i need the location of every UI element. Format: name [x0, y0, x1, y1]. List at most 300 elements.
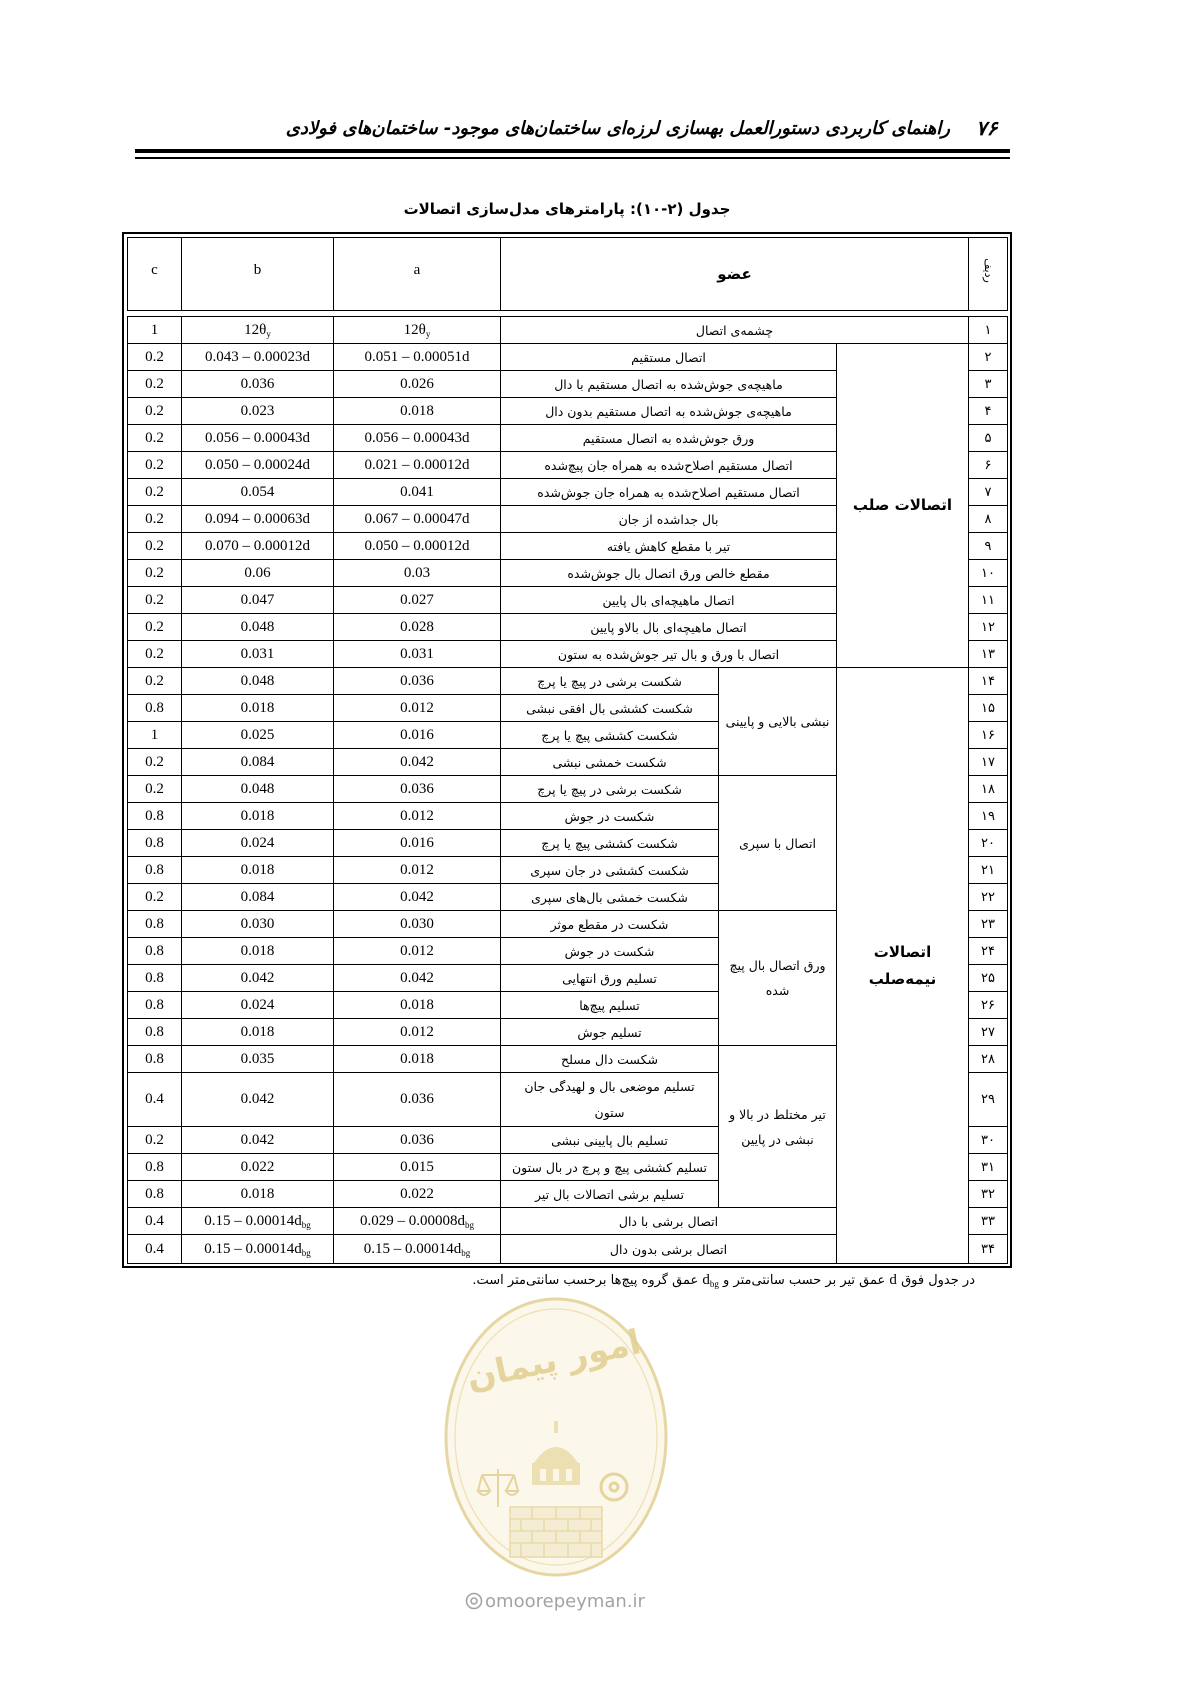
header-b [182, 238, 334, 311]
member-label: شکست کششی پیچ یا پرچ [541, 835, 678, 851]
param-b-cell [182, 506, 334, 533]
member-label: شکست کششی بال افقی نبشی [526, 700, 693, 716]
param-a-cell [334, 398, 501, 425]
param-b-cell [182, 695, 334, 722]
row-number-cell [969, 776, 1008, 803]
row-number-cell [969, 425, 1008, 452]
row-number: ۱۷ [981, 754, 995, 770]
variable-dbg-text: d [702, 1272, 710, 1288]
member-label: شکست در مقطع موثر [550, 916, 669, 932]
param-a-value: 0.029 – 0.00008d [360, 1212, 465, 1229]
param-c-value: 0.8 [145, 807, 164, 824]
param-b-cell [182, 452, 334, 479]
footnote-text: در جدول فوق [901, 1273, 975, 1288]
member-heading: عضو [717, 265, 752, 283]
member-label: تسلیم بال پایینی نبشی [551, 1132, 668, 1148]
member-label: شکست برشی در پیچ یا پرچ [537, 673, 682, 689]
member-label: اتصال ماهیچه‌ای بال بالاو پایین [590, 619, 747, 635]
table-row [128, 317, 1008, 344]
member-label: تسلیم کششی پیچ و پرچ در بال ستون [511, 1159, 707, 1175]
param-b-cell [182, 776, 334, 803]
header-row-number [969, 238, 1008, 311]
param-c-cell [128, 668, 182, 695]
param-a-value: 0.042 [400, 753, 434, 770]
member-label: اتصال مستقیم اصلاح‌شده به همراه جان پیچ‌شده [544, 457, 793, 473]
member-label: ماهیچه‌ی جوش‌شده به اتصال مستقیم با دال [554, 376, 783, 392]
row-number-cell [969, 992, 1008, 1019]
row-number-cell [969, 938, 1008, 965]
param-b-cell [182, 857, 334, 884]
member-label: تسلیم ورق انتهایی [562, 970, 657, 986]
param-b-value: 12θ [244, 321, 267, 338]
param-c-cell [128, 722, 182, 749]
header-row [128, 238, 1008, 311]
row-number-cell [969, 371, 1008, 398]
member-cell [501, 398, 837, 425]
member-label: شکست در جوش [564, 943, 655, 959]
param-c-cell [128, 749, 182, 776]
row-number-cell [969, 803, 1008, 830]
param-c-cell [128, 1073, 182, 1127]
member-label: اتصال با ورق و بال تیر جوش‌شده به ستون [557, 646, 780, 662]
param-b-cell [182, 1046, 334, 1073]
member-cell [501, 641, 837, 668]
param-b-value: 0.024 [240, 996, 275, 1013]
param-b-value: 0.056 – 0.00043d [205, 429, 310, 446]
param-b-value: 0.048 [240, 672, 275, 689]
param-a-cell [334, 560, 501, 587]
param-a-cell [334, 1073, 501, 1127]
param-b-cell [182, 614, 334, 641]
member-cell [501, 344, 837, 371]
param-c-cell [128, 1208, 182, 1235]
param-b-cell [182, 668, 334, 695]
variable-d [889, 1272, 897, 1288]
param-c-value: 0.2 [145, 429, 164, 446]
row-number: ۲۶ [981, 997, 995, 1013]
param-a-value: 0.030 [400, 915, 434, 932]
param-c-value: 0.2 [145, 645, 164, 662]
param-b-value: 0.048 [240, 618, 275, 635]
param-b-cell [182, 1181, 334, 1208]
param-c-value: 0.8 [145, 915, 164, 932]
param-c-cell [128, 344, 182, 371]
param-a-cell [334, 587, 501, 614]
param-a-value: 0.041 [400, 483, 434, 500]
row-number-cell [969, 506, 1008, 533]
param-b-cell [182, 1154, 334, 1181]
row-number-cell [969, 668, 1008, 695]
row-number: ۱۱ [981, 592, 995, 608]
category-cell [837, 668, 969, 1264]
param-b-value: 0.050 – 0.00024d [205, 456, 310, 473]
param-c-value: 0.8 [145, 1023, 164, 1040]
param-c-cell [128, 614, 182, 641]
row-number: ۱۲ [981, 619, 995, 635]
param-c-value: 0.8 [145, 834, 164, 851]
row-number-cell [969, 587, 1008, 614]
param-b-value: 0.042 [240, 1091, 275, 1107]
site-url: omoorepeyman.ir [485, 1591, 645, 1612]
row-number: ۷ [984, 484, 992, 500]
param-b-value: 0.030 [240, 915, 275, 932]
param-c-cell [128, 803, 182, 830]
row-number: ۲۹ [981, 1092, 995, 1107]
site-watermark [430, 1591, 680, 1612]
row-number-cell [969, 965, 1008, 992]
row-number-cell [969, 884, 1008, 911]
table-body [127, 316, 1008, 1264]
param-c-cell [128, 317, 182, 344]
logo-lettering: امور پیمان [463, 1322, 645, 1399]
param-b-cell [182, 641, 334, 668]
param-b-value: 0.018 [240, 1023, 275, 1040]
member-label: شکست کششی در جان سپری [530, 862, 689, 878]
param-a-value: 0.016 [400, 834, 434, 851]
param-b-value: 0.025 [240, 726, 275, 743]
param-c-value: 0.8 [145, 861, 164, 878]
param-a-value: 0.15 – 0.00014d [363, 1240, 462, 1257]
param-c-cell [128, 776, 182, 803]
param-a-value: 0.042 [400, 888, 434, 905]
table-row [128, 344, 1008, 371]
param-b-value: 0.042 [240, 969, 275, 986]
subscript: bg [301, 1219, 311, 1230]
param-c-cell [128, 992, 182, 1019]
param-a-value: 0.012 [400, 807, 434, 824]
param-b-value: 0.035 [240, 1050, 275, 1067]
param-b-value: 0.15 – 0.00014d [204, 1240, 302, 1257]
param-a-cell [334, 425, 501, 452]
category-label: اتصالات صلب [852, 496, 953, 514]
table-row [128, 668, 1008, 695]
param-b-cell [182, 1208, 334, 1235]
member-cell [501, 1235, 837, 1264]
member-cell [501, 506, 837, 533]
row-number-cell [969, 344, 1008, 371]
param-c-value: 0.8 [145, 969, 164, 986]
subscript: bg [461, 1247, 471, 1258]
member-cell [501, 560, 837, 587]
param-c-value: 0.2 [145, 780, 164, 797]
row-number: ۳۱ [981, 1159, 995, 1175]
param-c-cell [128, 1046, 182, 1073]
subscript: bg [301, 1247, 311, 1258]
row-number: ۲۲ [981, 889, 995, 905]
row-number: ۲۳ [981, 916, 995, 932]
param-a-cell [334, 749, 501, 776]
member-cell [501, 1181, 719, 1208]
row-number: ۲۸ [981, 1051, 995, 1067]
param-a-value: 0.03 [403, 564, 431, 581]
param-a-cell [334, 452, 501, 479]
param-a-value: 0.021 – 0.00012d [364, 456, 470, 473]
param-c-cell [128, 938, 182, 965]
param-a-cell [334, 317, 501, 344]
param-b-cell [182, 830, 334, 857]
row-number-cell [969, 1235, 1008, 1264]
param-a-value: 12θ [403, 321, 426, 338]
member-cell [501, 479, 837, 506]
member-label: اتصال برشی بدون دال [609, 1241, 728, 1257]
param-b-value: 0.054 [240, 483, 275, 500]
member-cell [501, 695, 719, 722]
subcategory-cell [719, 776, 837, 911]
row-number-cell [969, 722, 1008, 749]
row-number-cell [969, 398, 1008, 425]
member-label: شکست برشی در پیچ یا پرچ [537, 781, 682, 797]
member-cell [501, 911, 719, 938]
row-number: ۲۱ [981, 862, 995, 878]
row-number: ۱۴ [981, 673, 995, 689]
param-a-cell [334, 992, 501, 1019]
param-b-cell [182, 371, 334, 398]
member-cell [501, 1046, 719, 1073]
member-cell [501, 533, 837, 560]
row-number: ۳۴ [981, 1241, 995, 1257]
param-c-value: 0.2 [145, 753, 164, 770]
member-label: تسلیم موضعی بال و لهیدگی جان ستون [524, 1078, 695, 1120]
param-a-cell [334, 938, 501, 965]
subcategory-label: نبشی بالایی و پایینی [725, 714, 830, 729]
variable-dbg [702, 1272, 719, 1288]
param-a-value: 0.067 – 0.00047d [364, 510, 470, 527]
category-label: اتصالات نیمه‌صلب [868, 942, 937, 988]
member-label: شکست خمشی بال‌های سپری [531, 889, 688, 905]
page-number: ۷۶ [976, 116, 998, 140]
member-cell [501, 371, 837, 398]
row-number-cell [969, 1073, 1008, 1127]
param-a-value: 0.036 [400, 1131, 434, 1148]
row-number-cell [969, 830, 1008, 857]
param-a-value: 0.015 [400, 1158, 434, 1175]
param-b-cell [182, 992, 334, 1019]
param-c-cell [128, 506, 182, 533]
param-b-cell [182, 911, 334, 938]
param-c-value: 0.8 [145, 996, 164, 1013]
member-cell [501, 884, 719, 911]
subscript: bg [465, 1219, 474, 1230]
param-a-cell [334, 830, 501, 857]
member-cell [501, 992, 719, 1019]
param-b-cell [182, 317, 334, 344]
param-c-cell [128, 965, 182, 992]
a-heading: a [413, 261, 421, 278]
member-label: تسلیم پیچ‌ها [579, 997, 640, 1013]
param-b-value: 0.06 [244, 564, 271, 581]
member-label: اتصال مستقیم اصلاح‌شده به همراه جان جوش‌شده [537, 484, 800, 500]
param-c-value: 0.2 [145, 510, 164, 527]
row-number-cell [969, 1154, 1008, 1181]
row-number: ۱۰ [981, 565, 995, 581]
param-a-cell [334, 1235, 501, 1264]
param-c-cell [128, 371, 182, 398]
param-c-value: 0.2 [145, 672, 164, 689]
row-number: ۲۵ [981, 970, 995, 986]
param-a-cell [334, 884, 501, 911]
param-b-value: 0.094 – 0.00063d [205, 510, 310, 527]
member-cell [501, 614, 837, 641]
member-label: بال جداشده از جان [618, 511, 719, 527]
header-member [501, 238, 969, 311]
param-c-cell [128, 560, 182, 587]
param-b-cell [182, 1127, 334, 1154]
row-number: ۵ [984, 430, 992, 446]
param-b-value: 0.018 [240, 1185, 275, 1202]
member-cell [501, 587, 837, 614]
param-a-value: 0.036 [400, 780, 434, 797]
param-a-cell [334, 668, 501, 695]
param-a-value: 0.018 [400, 402, 434, 419]
subcategory-cell [719, 668, 837, 776]
param-b-value: 0.023 [240, 402, 275, 419]
subcategory-label: اتصال با سپری [739, 835, 816, 851]
member-label: اتصال برشی با دال [618, 1213, 719, 1229]
param-c-value: 0.2 [145, 537, 164, 554]
category-cell [837, 344, 969, 668]
param-a-cell [334, 1208, 501, 1235]
member-cell [501, 1019, 719, 1046]
subscript: y [266, 328, 271, 339]
param-b-value: 0.15 – 0.00014d [204, 1212, 302, 1229]
param-a-value: 0.012 [400, 861, 434, 878]
member-label: ورق جوش‌شده به اتصال مستقیم [582, 430, 755, 446]
row-number: ۳۲ [981, 1186, 995, 1202]
param-a-value: 0.051 – 0.00051d [364, 348, 470, 365]
row-number-heading: ردیف [981, 257, 995, 283]
param-b-cell [182, 938, 334, 965]
param-a-value: 0.018 [400, 996, 434, 1013]
param-b-cell [182, 722, 334, 749]
param-b-cell [182, 1073, 334, 1127]
param-a-cell [334, 1019, 501, 1046]
param-c-cell [128, 587, 182, 614]
row-number-cell [969, 749, 1008, 776]
param-a-cell [334, 533, 501, 560]
param-c-cell [128, 1127, 182, 1154]
member-label: شکست در جوش [564, 808, 655, 824]
subcategory-cell [719, 1046, 837, 1208]
row-number-cell [969, 695, 1008, 722]
publisher-logo-watermark [440, 1293, 672, 1583]
row-number-cell [969, 911, 1008, 938]
param-a-value: 0.012 [400, 942, 434, 959]
member-cell [501, 722, 719, 749]
param-a-cell [334, 614, 501, 641]
subcategory-cell [719, 911, 837, 1046]
running-title: راهنمای کاربردی دستورالعمل بهسازی لرزه‌ای ساختمان‌های موجود- ساختمان‌های فولادی [285, 118, 950, 139]
param-b-cell [182, 479, 334, 506]
member-cell [501, 857, 719, 884]
param-a-cell [334, 695, 501, 722]
member-label: تسلیم جوش [577, 1024, 642, 1040]
member-label: شکست کششی پیچ یا پرچ [541, 727, 678, 743]
row-number: ۲۷ [981, 1024, 995, 1040]
param-c-cell [128, 830, 182, 857]
param-a-value: 0.026 [400, 375, 434, 392]
row-number: ۳۰ [981, 1132, 995, 1148]
param-b-cell [182, 884, 334, 911]
param-b-value: 0.018 [240, 807, 275, 824]
row-number: ۶ [984, 457, 992, 473]
row-number-cell [969, 560, 1008, 587]
row-number: ۲۰ [981, 835, 995, 851]
member-cell [501, 803, 719, 830]
param-c-value: 0.4 [145, 1212, 164, 1229]
param-c-value: 0.2 [145, 618, 164, 635]
param-b-value: 0.042 [240, 1131, 275, 1148]
footnote-text: عمق تیر بر حسب سانتی‌متر و [723, 1273, 886, 1288]
param-a-cell [334, 911, 501, 938]
row-number: ۱۹ [981, 808, 995, 824]
param-a-value: 0.018 [400, 1050, 434, 1067]
member-cell [501, 425, 837, 452]
param-a-cell [334, 776, 501, 803]
param-a-value: 0.031 [400, 645, 434, 662]
subscript: bg [709, 1279, 719, 1289]
param-b-cell [182, 965, 334, 992]
variable-d-text: d [889, 1272, 897, 1288]
param-a-value: 0.056 – 0.00043d [364, 429, 470, 446]
brick-wall-icon [510, 1507, 602, 1557]
param-c-cell [128, 1019, 182, 1046]
param-a-value: 0.036 [400, 672, 434, 689]
param-b-cell [182, 803, 334, 830]
param-b-value: 0.018 [240, 942, 275, 959]
param-c-value: 1 [150, 726, 159, 743]
param-b-cell [182, 1235, 334, 1264]
param-c-value: 0.4 [145, 1091, 164, 1107]
param-b-value: 0.018 [240, 699, 275, 716]
header-c [128, 238, 182, 311]
param-c-value: 0.4 [145, 1240, 164, 1257]
param-c-value: 1 [150, 321, 159, 338]
row-number: ۹ [984, 538, 992, 554]
row-number: ۲ [984, 349, 992, 365]
param-c-value: 0.2 [145, 375, 164, 392]
param-a-value: 0.012 [400, 699, 434, 716]
member-label: مقطع خالص ورق اتصال بال جوش‌شده [567, 565, 770, 581]
param-a-cell [334, 641, 501, 668]
param-b-value: 0.036 [240, 375, 275, 392]
param-a-value: 0.050 – 0.00012d [364, 537, 470, 554]
param-a-value: 0.028 [400, 618, 434, 635]
param-b-value: 0.031 [240, 645, 275, 662]
param-b-cell [182, 533, 334, 560]
param-c-cell [128, 911, 182, 938]
param-c-cell [128, 1235, 182, 1264]
param-a-cell [334, 1127, 501, 1154]
param-a-cell [334, 371, 501, 398]
param-c-value: 0.8 [145, 1185, 164, 1202]
member-label: شکست دال مسلح [561, 1051, 658, 1067]
param-c-value: 0.2 [145, 1131, 164, 1148]
footnote-text: عمق گروه پیچ‌ها برحسب سانتی‌متر است. [472, 1273, 699, 1288]
param-c-cell [128, 1154, 182, 1181]
member-cell [501, 1073, 719, 1127]
table-header [127, 237, 1008, 311]
member-cell [501, 1154, 719, 1181]
param-c-value: 0.2 [145, 456, 164, 473]
param-a-value: 0.022 [400, 1185, 434, 1202]
table-caption: جدول (۲-۱۰): پارامترهای مدل‌سازی اتصالات [403, 200, 731, 218]
row-number: ۲۴ [981, 943, 995, 959]
b-heading: b [253, 261, 262, 278]
param-b-value: 0.043 – 0.00023d [205, 348, 310, 365]
param-b-cell [182, 749, 334, 776]
param-a-cell [334, 344, 501, 371]
param-b-cell [182, 425, 334, 452]
